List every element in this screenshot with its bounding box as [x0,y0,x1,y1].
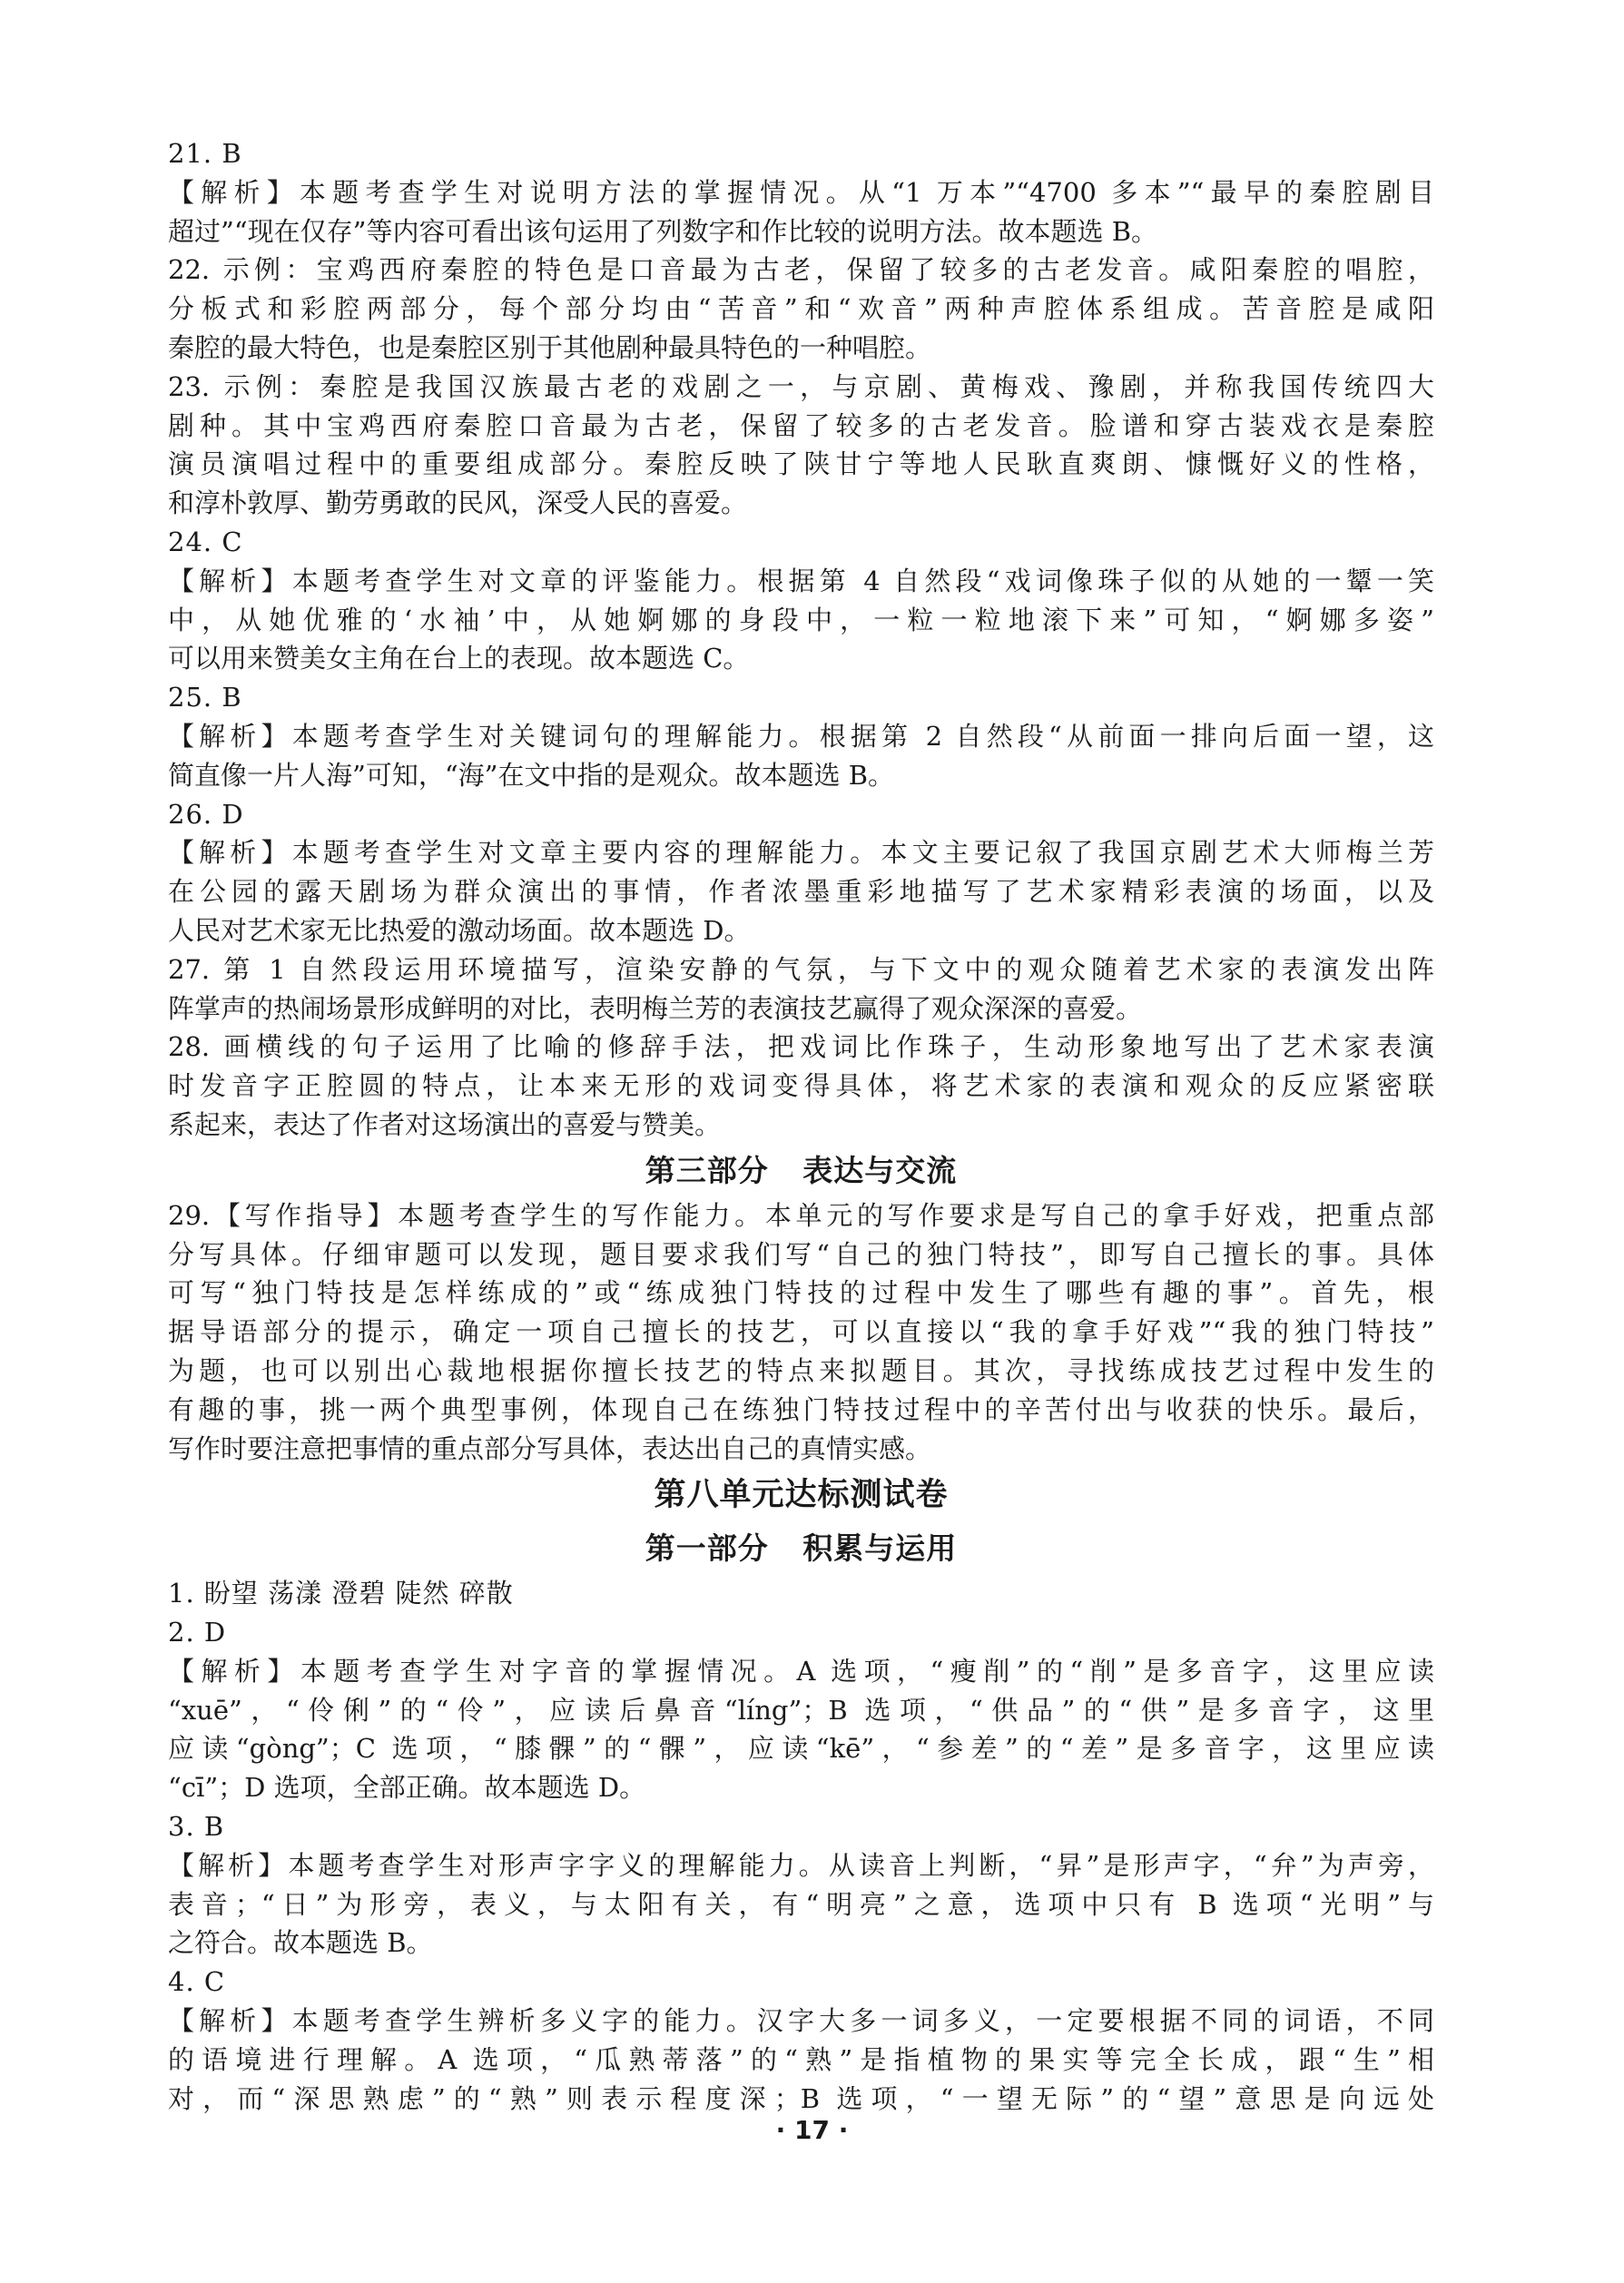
text-line: 29.【写作指导】本题考查学生的写作能力。本单元的写作要求是写自己的拿手好戏，把重点部 [168,1199,1434,1231]
text-line: 22. 示例：宝鸡西府秦腔的特色是口音最为古老，保留了较多的古老发音。咸阳秦腔的唱腔， [168,254,1434,286]
text-line: 和淳朴敦厚、勤劳勇敢的民风，深受人民的喜爱。 [168,487,748,519]
text-line: 分板式和彩腔两部分，每个部分均由“苦音”和“欢音”两种声腔体系组成。苦音腔是咸阳 [168,293,1434,325]
text-line: 简直像一片人海”可知，“海”在文中指的是观众。故本题选 B。 [168,759,895,791]
text-line: 超过”“现在仅存”等内容可看出该句运用了列数字和作比较的说明方法。故本题选 B。 [168,215,1158,247]
text-line: 【解析】本题考查学生对说明方法的掌握情况。从“1 万本”“4700 多本”“最早的秦腔剧目 [168,176,1434,208]
text-line: 26. D [168,798,244,830]
section-heading: 第一部分 积累与运用 [645,1530,958,1567]
text-line: 应读“gòng”；C 选项，“膝髁”的“髁”，应读“kē”，“参差”的“差”是多音字，这里应读 [168,1733,1434,1765]
text-line: 表音；“日”为形旁，表义，与太阳有关，有“明亮”之意，选项中只有 B 选项“光明”与 [168,1888,1434,1920]
text-line: 剧种。其中宝鸡西府秦腔口音最为古老，保留了较多的古老发音。脸谱和穿古装戏衣是秦腔 [168,409,1434,441]
text-line: 写作时要注意把事情的重点部分写具体，表达出自己的真情实感。 [168,1432,932,1464]
text-line: 系起来，表达了作者对这场演出的喜爱与赞美。 [168,1108,722,1140]
text-line: 阵掌声的热闹场景形成鲜明的对比，表明梅兰芳的表演技艺赢得了观众深深的喜爱。 [168,992,1143,1024]
text-line: 【解析】本题考查学生对文章的评鉴能力。根据第 4 自然段“戏词像珠子似的从她的一颦一笑 [168,565,1434,596]
text-line: 秦腔的最大特色，也是秦腔区别于其他剧种最具特色的一种唱腔。 [168,331,932,363]
text-line: 可以用来赞美女主角在台上的表现。故本题选 C。 [168,643,750,674]
text-line: 23. 示例：秦腔是我国汉族最古老的戏剧之一，与京剧、黄梅戏、豫剧，并称我国传统四大 [168,370,1434,402]
text-line: 为题，也可以别出心裁地根据你擅长技艺的特点来拟题目。其次，寻找练成技艺过程中发生的 [168,1354,1434,1386]
text-line: 【解析】本题考查学生对形声字字义的理解能力。从读音上判断，“昇”是形声字，“弁”为声旁， [168,1849,1434,1881]
text-line: 有趣的事，挑一两个典型事例，体现自己在练独门特技过程中的辛苦付出与收获的快乐。最后， [168,1393,1434,1425]
text-line: 的语境进行理解。A 选项，“瓜熟蒂落”的“熟”是指植物的果实等完全长成，跟“生”相 [168,2043,1434,2075]
section-heading: 第三部分 表达与交流 [645,1152,958,1188]
text-line: 分写具体。仔细审题可以发现，题目要求我们写“自己的独门特技”，即写自己擅长的事。具体 [168,1238,1434,1270]
text-line: 【解析】本题考查学生对字音的掌握情况。A 选项，“瘦削”的“削”是多音字，这里应读 [168,1655,1434,1687]
text-line: 25. B [168,682,242,713]
document-body [168,134,1434,2118]
text-line: 4. C [168,1966,226,1998]
text-line: 之符合。故本题选 B。 [168,1927,433,1959]
text-line: 演员演唱过程中的重要组成部分。秦腔反映了陕甘宁等地人民耿直爽朗、慷慨好义的性格， [168,448,1434,480]
text-line: 在公园的露天剧场为群众演出的事情，作者浓墨重彩地描写了艺术家精彩表演的场面，以及 [168,876,1434,908]
text-line: 24. C [168,526,243,557]
text-line: 据导语部分的提示，确定一项自己擅长的技艺，可以直接以“我的拿手好戏”“我的独门特技” [168,1316,1434,1348]
text-line: 【解析】本题考查学生对关键词句的理解能力。根据第 2 自然段“从前面一排向后面一望，这 [168,720,1434,752]
text-line: 【解析】本题考查学生对文章主要内容的理解能力。本文主要记叙了我国京剧艺术大师梅兰芳 [168,837,1434,869]
text-line: “xuē”，“伶俐”的“伶”，应读后鼻音“líng”；B 选项，“供品”的“供”是多音字，这里 [168,1694,1434,1726]
section-heading: 第八单元达标测试卷 [654,1477,949,1514]
text-line: “cī”；D 选项，全部正确。故本题选 D。 [168,1772,646,1804]
text-line: 3. B [168,1811,225,1843]
text-line: 时发音字正腔圆的特点，让本来无形的戏词变得具体，将艺术家的表演和观众的反应紧密联 [168,1070,1434,1102]
text-line: 1. 盼望 荡漾 澄碧 陡然 碎散 [168,1578,514,1609]
text-line: 21. B [168,138,242,169]
text-line: 27. 第 1 自然段运用环境描写，渲染安静的气氛，与下文中的观众随着艺术家的表演发出阵 [168,953,1434,985]
text-line: 人民对艺术家无比热爱的激动场面。故本题选 D。 [168,914,751,946]
text-line: 可写“独门特技是怎样练成的”或“练成独门特技的过程中发生了哪些有趣的事”。首先，根 [168,1277,1434,1309]
text-line: 对，而“深思熟虑”的“熟”则表示程度深；B 选项，“一望无际”的“望”意思是向远处 [168,2082,1434,2114]
text-line: 2. D [168,1617,227,1648]
page-number: · 17 · [775,2115,849,2145]
text-line: 28. 画横线的句子运用了比喻的修辞手法，把戏词比作珠子，生动形象地写出了艺术家表演 [168,1031,1434,1063]
text-line: 【解析】本题考查学生辨析多义字的能力。汉字大多一词多义，一定要根据不同的词语，不同 [168,2005,1434,2037]
text-line: 中，从她优雅的‘水袖’中，从她婀娜的身段中，一粒一粒地滚下来”可知，“婀娜多姿” [168,604,1434,635]
